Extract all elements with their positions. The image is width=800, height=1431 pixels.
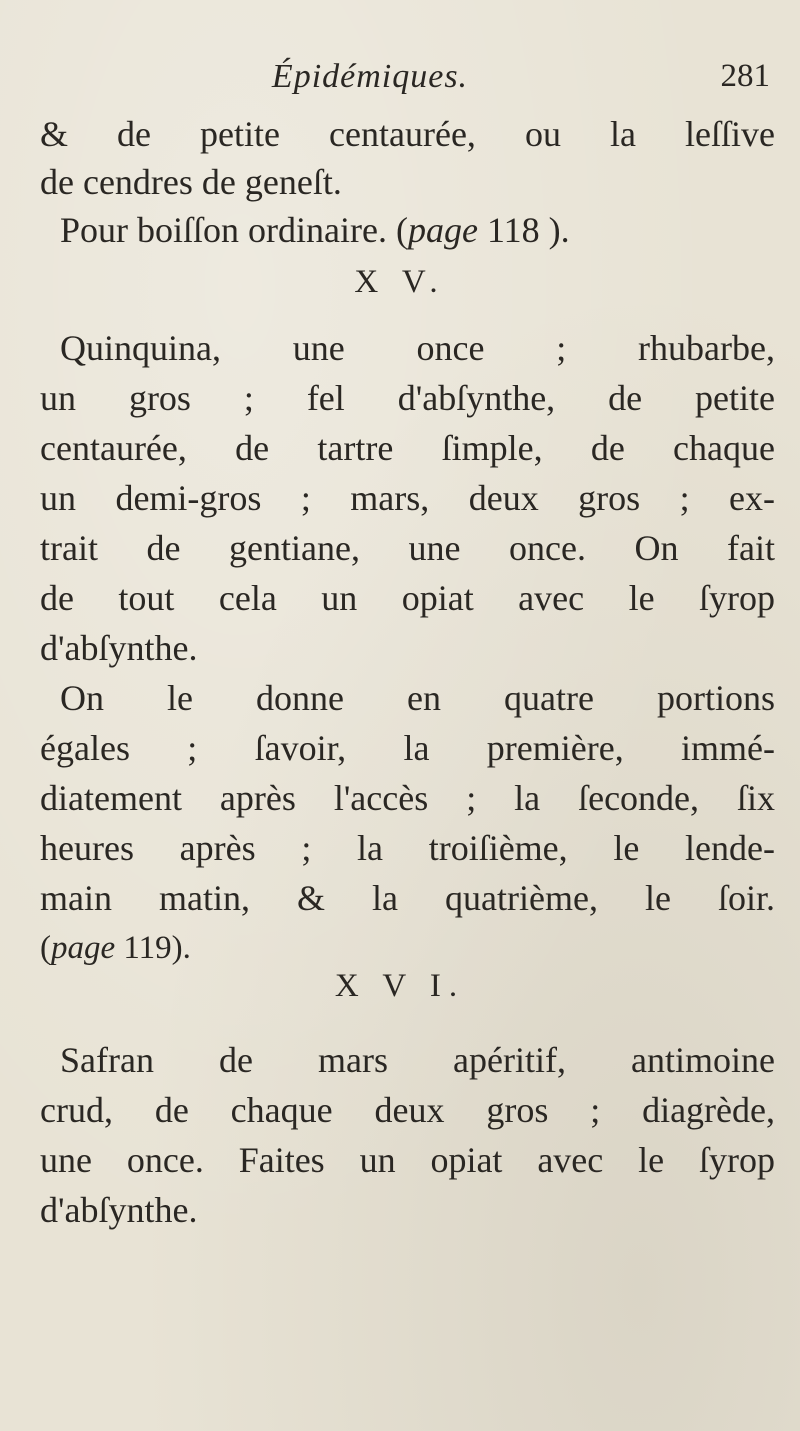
- text-line-17-open: (: [40, 930, 51, 966]
- text-line-22: d'abſynthe.: [40, 1190, 198, 1230]
- page-header: [0, 58, 800, 98]
- section-heading-xv: X V.: [354, 264, 446, 300]
- page-reference-number: 118 ).: [477, 210, 570, 250]
- text-line-10: de tout cela un opiat avec le ſyrop: [40, 578, 775, 618]
- text-line-19: Safran de mars apéritif, antimoine: [60, 1040, 775, 1080]
- text-line-13: égales ; ſavoir, la première, immé-: [40, 728, 775, 768]
- text-line-2: de cendres de geneſt.: [40, 162, 342, 202]
- text-line-3-main: Pour boiſſon ordinaire. (: [60, 210, 408, 250]
- page-reference-number: 119).: [115, 930, 191, 966]
- page-reference-label: page: [51, 930, 116, 966]
- text-line-20: crud, de chaque deux gros ; diagrède,: [40, 1090, 775, 1130]
- text-line-15: heures après ; la troiſième, le lende-: [40, 828, 775, 868]
- text-line-6: un gros ; fel d'abſynthe, de petite: [40, 378, 775, 418]
- text-line-1: & de petite centaurée, ou la leſſive: [40, 114, 775, 154]
- page-reference-label: page: [407, 210, 478, 250]
- text-line-12: On le donne en quatre portions: [60, 678, 775, 718]
- text-line-9: trait de gentiane, une once. On fait: [40, 528, 775, 568]
- text-line-16: main matin, & la quatrième, le ſoir.: [40, 878, 775, 918]
- text-line-14: diatement après l'accès ; la ſeconde, ſix: [40, 778, 775, 818]
- text-line-11: d'abſynthe.: [40, 628, 198, 668]
- page-number: 281: [720, 58, 770, 94]
- section-heading-xvi: X V I.: [334, 968, 466, 1004]
- text-line-8: un demi-gros ; mars, deux gros ; ex-: [40, 478, 775, 518]
- running-title: Épidémiques.: [271, 58, 469, 95]
- text-line-7: centaurée, de tartre ſimple, de chaque: [40, 428, 775, 468]
- text-line-17: [40, 926, 775, 970]
- text-line-5: Quinquina, une once ; rhubarbe,: [60, 328, 775, 368]
- text-line-3: [40, 208, 775, 252]
- text-line-21: une once. Faites un opiat avec le ſyrop: [40, 1140, 775, 1180]
